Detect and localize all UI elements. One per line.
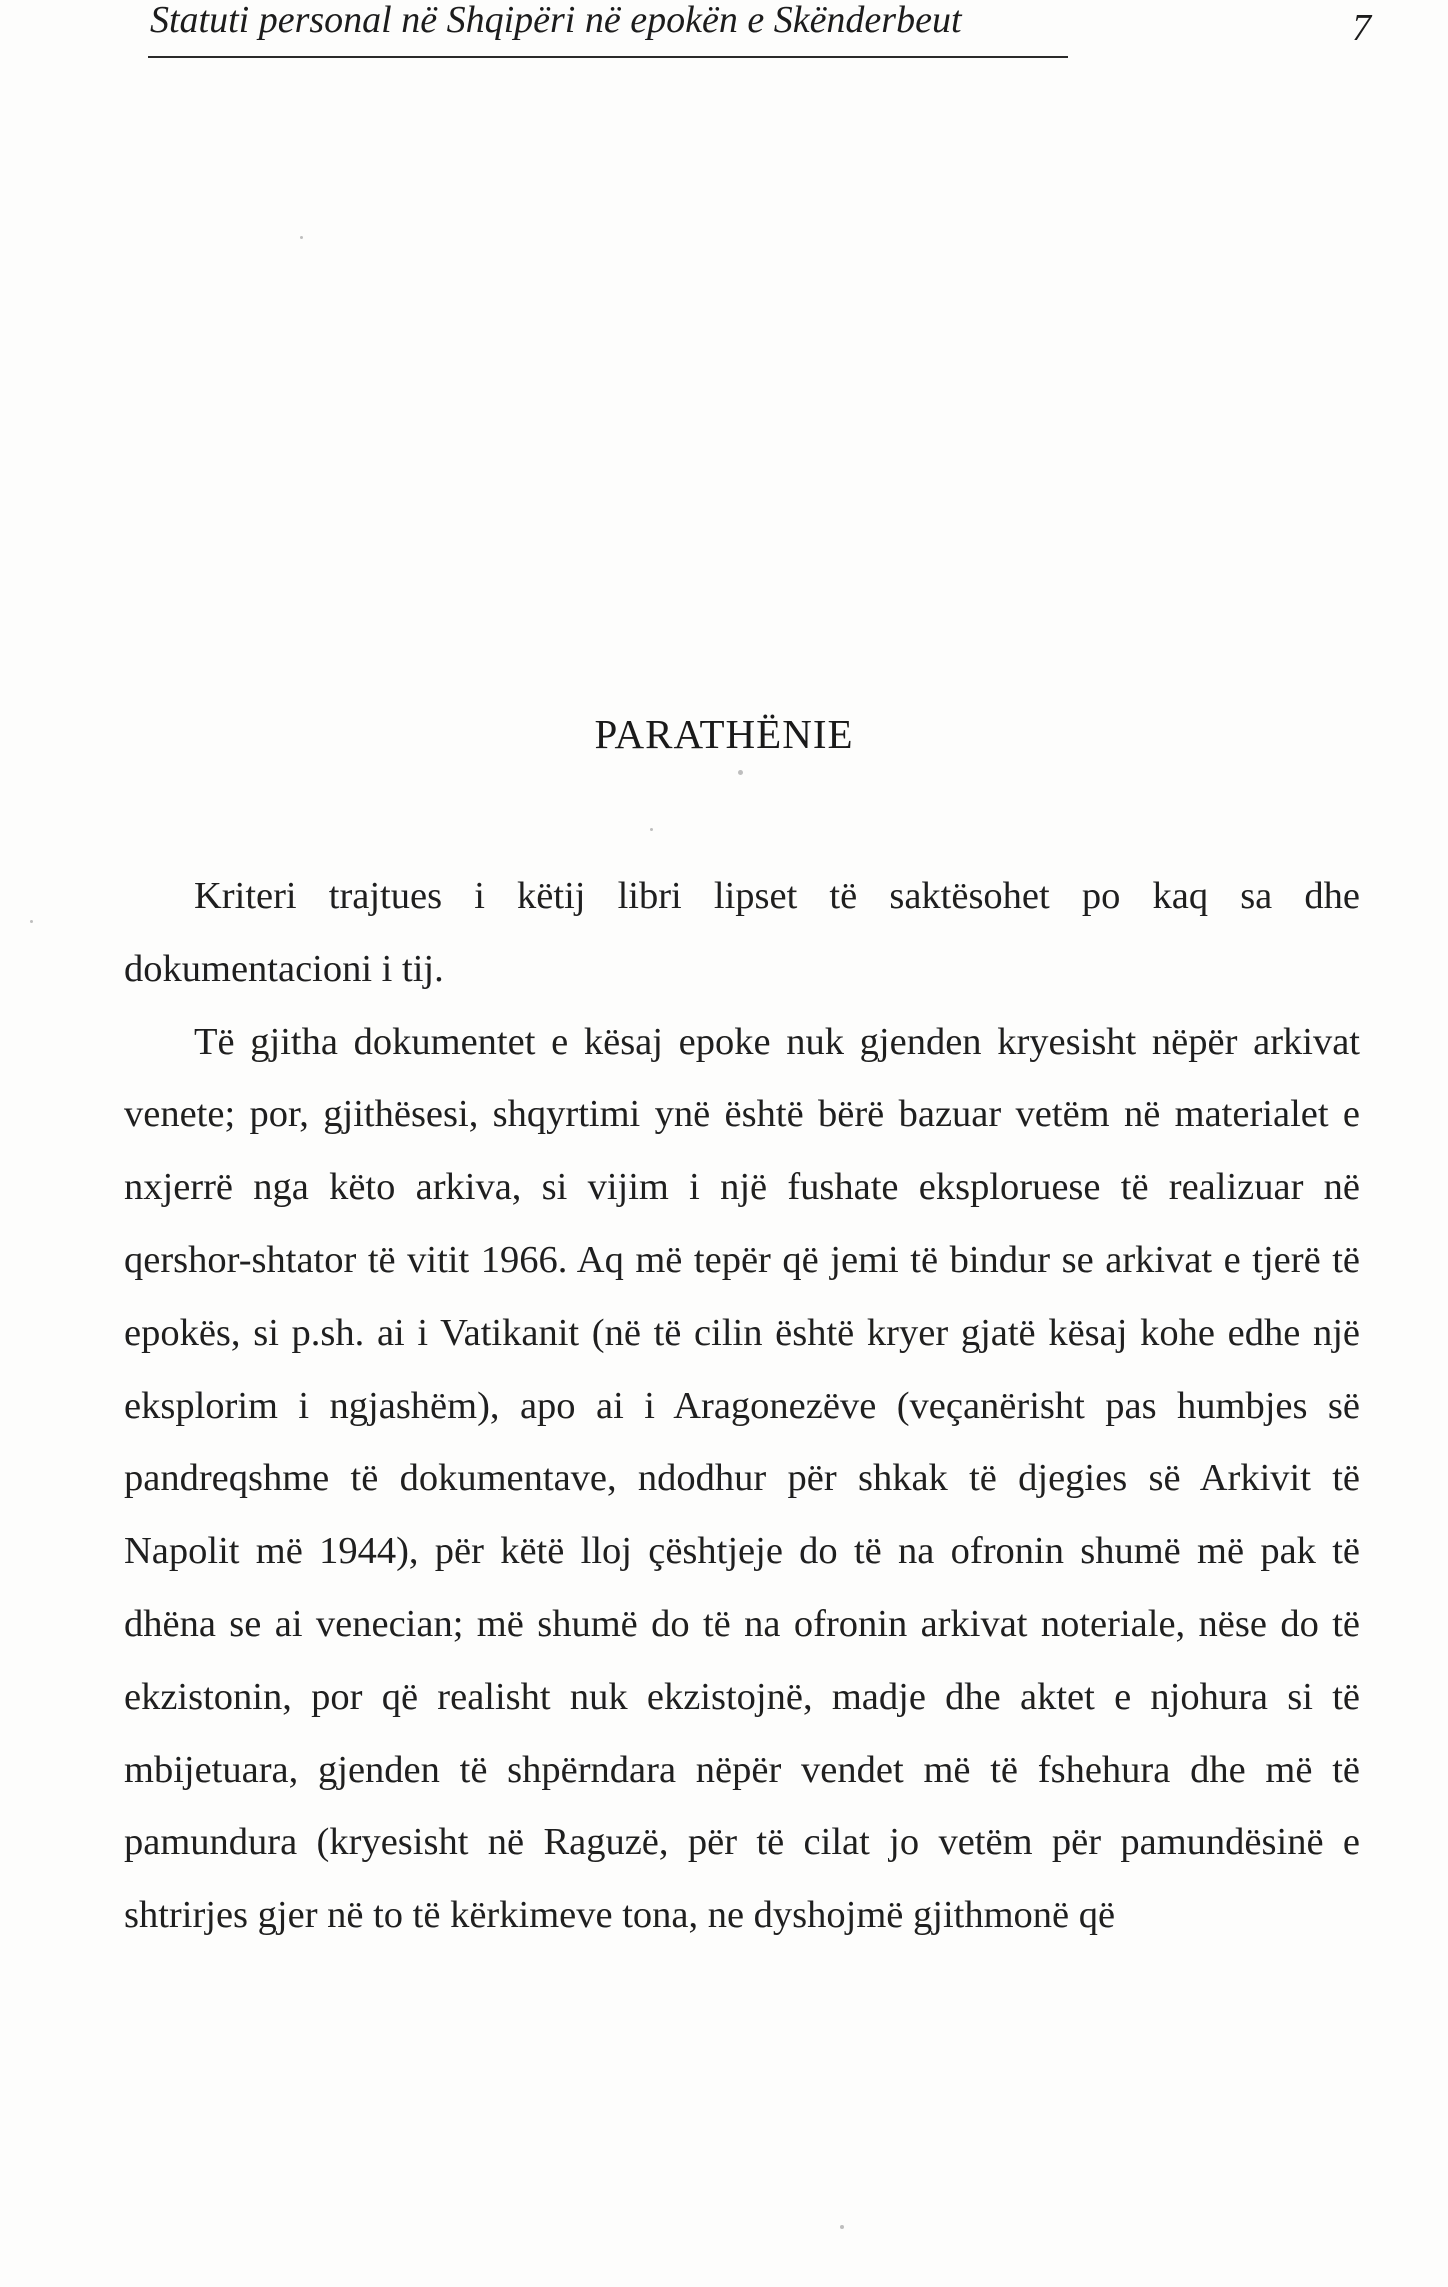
running-head-title: Statuti personal në Shqipëri në epokën e Skënderbeut: [150, 0, 962, 41]
paragraph-1: Kriteri trajtues i këtij libri lipset të saktësohet po kaq sa dhe dokumentacioni i tij.: [124, 875, 1360, 990]
scan-speck: [300, 236, 303, 239]
page-number: 7: [1352, 7, 1371, 49]
body-text: [124, 860, 1360, 1952]
scan-speck: [30, 920, 33, 923]
section-heading: PARATHËNIE: [594, 711, 854, 757]
paragraph-2: Të gjitha dokumentet e kësaj epoke nuk gjenden kryesisht nëpër arkivat venete; por, gjithësesi, shqyrtimi ynë është bërë bazuar vetëm në materialet e nxjerrë nga këto arkiva, si vijim i një fushate eksploruese të realizuar në qershor-shtator të vitit 1966. Aq më tepër që jemi të bindur se arkivat e tjerë të epokës, si p.sh. ai i Vatikanit (në të cilin është kryer gjatë kësaj kohe edhe një eksplorim i ngjashëm), apo ai i Aragonezëve (veçanërisht pas humbjes së pandreqshme të dokumentave, ndodhur për shkak të djegies së Arkivit të Napolit më 1944), për këtë lloj çështjeje do të na ofronin shumë më pak të dhëna se ai venecian; më shumë do të na ofronin arkivat noteriale, nëse do të ekzistonin, por që realisht nuk ekzistojnë, madje dhe aktet e njohura si të mbijetuara, gjenden të shpërndara nëpër vendet më të fshehura dhe më të pamundura (kryesisht në Raguzë, për të cilat jo vetëm për pamundësinë e shtrirjes gjer në to të kërkimeve tona, ne dyshojmë gjithmonë që: [124, 1020, 1360, 1937]
scan-speck: [738, 770, 743, 775]
running-head: [148, 0, 1068, 58]
scan-speck: [650, 828, 653, 831]
scan-speck: [840, 2225, 844, 2229]
